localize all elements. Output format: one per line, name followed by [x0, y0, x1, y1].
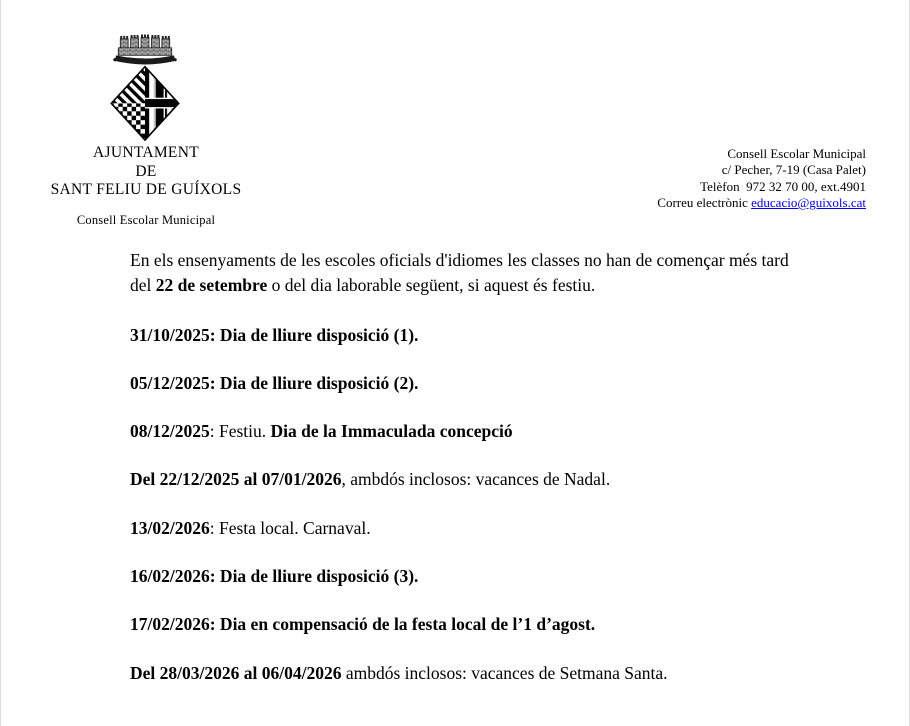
bold-text-run: 22 de setembre [155, 275, 268, 296]
bold-text-run: 31/10/2025: Dia de lliure disposició (1). [130, 324, 419, 345]
calendar-item [130, 467, 792, 492]
bold-text-run: Del 28/03/2026 al 06/04/2026 [130, 662, 342, 683]
calendar-item [130, 323, 792, 348]
contact-block [657, 146, 866, 212]
calendar-item [130, 612, 792, 637]
bold-text-run: 08/12/2025 [130, 421, 210, 442]
bold-text-run: 13/02/2026 [130, 517, 210, 538]
calendar-item [130, 661, 792, 686]
email-link[interactable]: educacio@guixols.cat [751, 195, 866, 211]
bold-text-run: 16/02/2026: Dia de lliure disposició (3). [130, 566, 419, 587]
intro-paragraph [130, 248, 792, 299]
page-left-edge [0, 0, 1, 726]
bold-text-run: Dia de la Immaculada concepció [270, 421, 513, 442]
contact-department: Consell Escolar Municipal [727, 146, 866, 161]
contact-phone: Telèfon 972 32 70 00, ext.4901 [700, 178, 866, 194]
lozenge-shield-icon [109, 65, 180, 142]
org-subtitle: Consell Escolar Municipal [76, 212, 216, 227]
bold-text-run: 17/02/2026: Dia en compensació de la festa local de l’1 d’agost. [130, 614, 596, 635]
calendar-item [130, 371, 792, 396]
org-name-line1: AJUNTAMENT [93, 144, 199, 161]
text-run: : Festiu. [209, 421, 271, 442]
calendar-item [130, 516, 792, 541]
document-body [130, 248, 792, 709]
contact-address: c/ Pecher, 7-19 (Casa Palet) [721, 162, 866, 178]
email-label: Correu electrònic [657, 195, 752, 211]
org-name-line3: SANT FELIU DE GUÍXOLS [50, 181, 242, 198]
calendar-item [130, 564, 792, 589]
contact-email-line [657, 195, 866, 211]
org-name-block [0, 144, 292, 229]
bold-text-run: 05/12/2025: Dia de lliure disposició (2). [130, 372, 419, 393]
mural-crown-icon [113, 34, 176, 64]
text-run: : Festa local. Carnaval. [209, 517, 371, 538]
bold-text-run: Del 22/12/2025 al 07/01/2026 [130, 469, 342, 490]
text-run: o del dia laborable següent, si aquest és festiu. [267, 275, 596, 296]
coat-of-arms-icon [109, 31, 181, 142]
org-name-line2: DE [135, 162, 157, 180]
text-run: En els ensenyaments de les escoles oficials d'idiomes les classes no han de començar més tard del [130, 250, 789, 296]
calendar-item [130, 419, 792, 444]
calendar-items [130, 323, 792, 686]
text-run: , ambdós inclosos: vacances de Nadal. [341, 469, 611, 490]
text-run: ambdós inclosos: vacances de Setmana Santa. [341, 662, 668, 683]
